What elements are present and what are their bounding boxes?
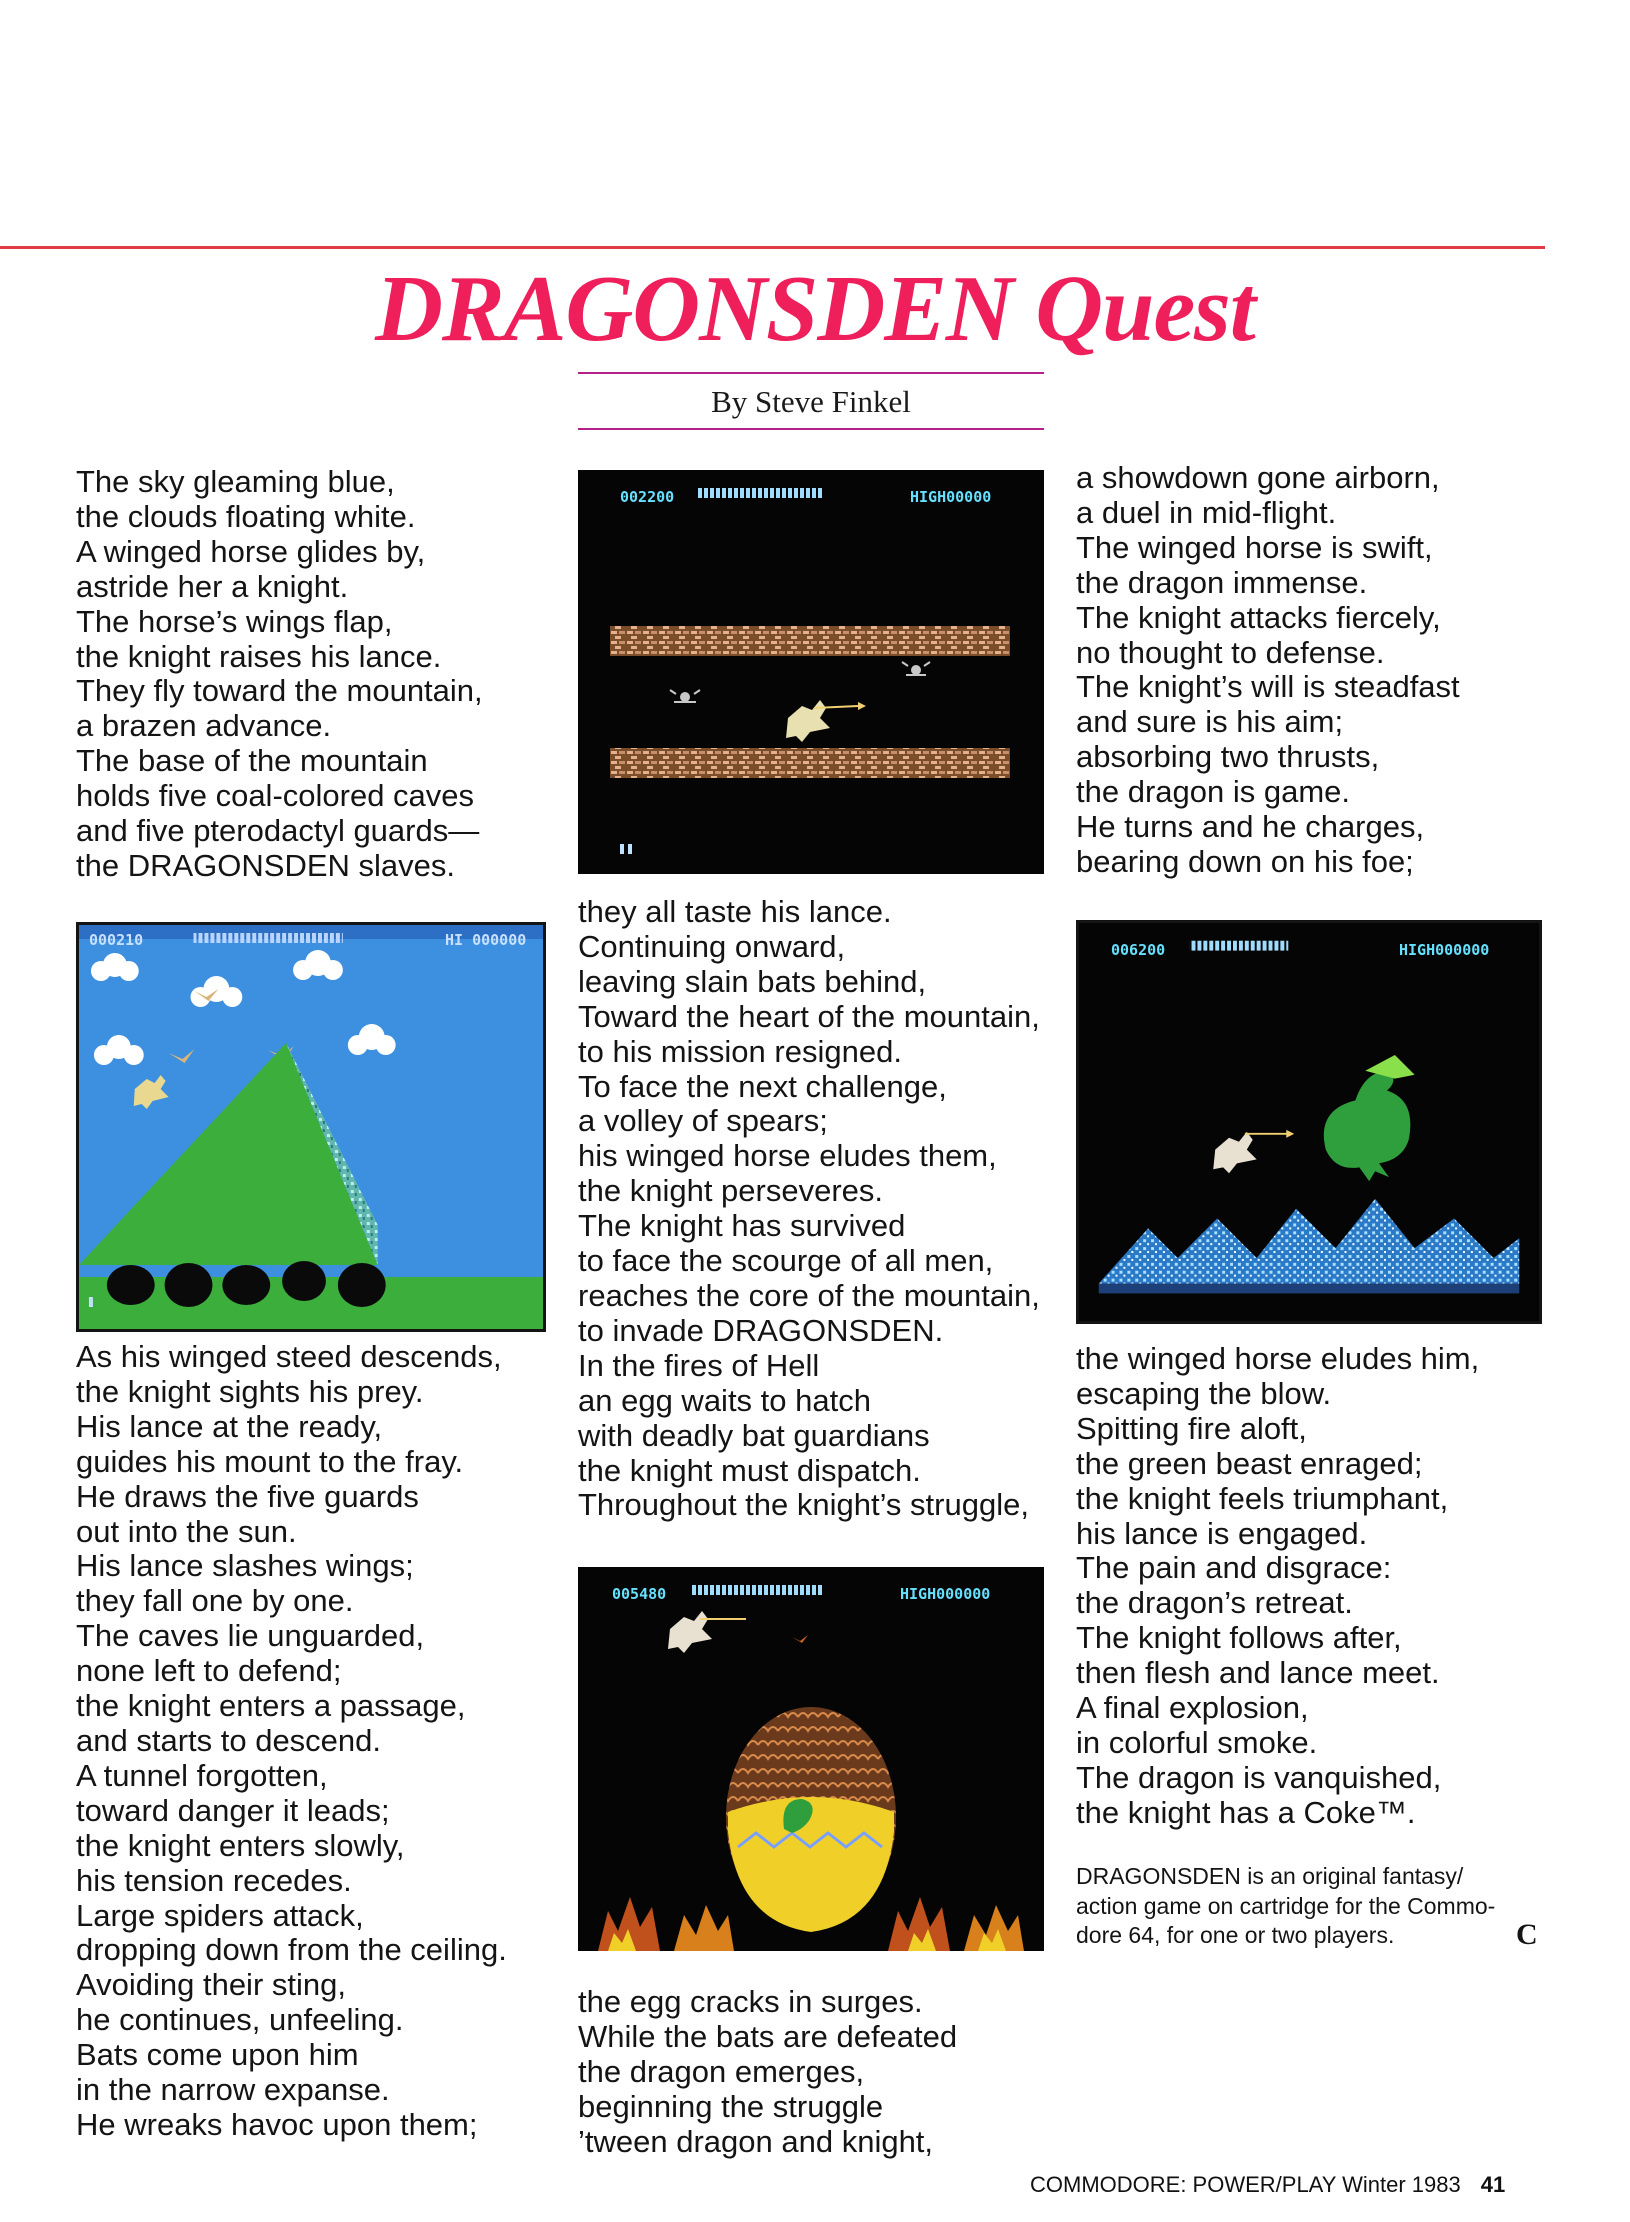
note-line: action game on cartridge for the Commo-	[1076, 1892, 1496, 1919]
poem-line: they all taste his lance.	[578, 894, 892, 929]
poem-line: the dragon immense.	[1076, 564, 1368, 600]
cave	[338, 1263, 386, 1307]
brick-bridge-upper	[610, 626, 1010, 656]
knight-on-horse	[786, 700, 866, 742]
poem-line: to his mission resigned.	[578, 1033, 902, 1069]
cloud	[94, 1035, 144, 1065]
poem-line: Continuing onward,	[578, 928, 846, 964]
poem-line: the knight enters a passage,	[76, 1688, 466, 1724]
poem-line: A tunnel forgotten,	[76, 1757, 328, 1793]
top-rule	[0, 246, 1545, 249]
poem-line: astride her a knight.	[76, 568, 349, 604]
cave	[222, 1265, 270, 1305]
poem-line: ’tween dragon and knight,	[578, 2123, 934, 2159]
poem-line: the knight feels triumphant,	[1076, 1480, 1449, 1516]
poem-line: He turns and he charges,	[1076, 809, 1425, 845]
poem-line: and starts to descend.	[76, 1722, 382, 1758]
poem-line: The caves lie unguarded,	[76, 1618, 425, 1654]
screenshot-egg	[578, 1567, 1044, 1951]
poem-line: A winged horse glides by,	[76, 533, 426, 569]
byline: By Steve Finkel	[711, 384, 911, 419]
poem-line: the dragon’s retreat.	[1076, 1585, 1353, 1621]
poem-line: beginning the struggle	[578, 2088, 884, 2124]
poem-line: a duel in mid-flight.	[1076, 494, 1337, 530]
icy-mountains	[1099, 1199, 1520, 1284]
poem-line: the DRAGONSDEN slaves.	[76, 847, 455, 883]
poem-line: In the fires of Hell	[578, 1347, 820, 1383]
spider-enemy	[670, 690, 700, 702]
knight-on-horse	[668, 1611, 746, 1653]
poem-line: a showdown gone airborn,	[1076, 460, 1440, 495]
pterodactyl	[169, 1049, 195, 1063]
lives-marker	[620, 844, 624, 854]
poem-column-2-middle	[578, 895, 1040, 1523]
byline-rule-top	[578, 372, 1044, 374]
cloud	[348, 1024, 396, 1055]
poem-line: the knight must dispatch.	[578, 1452, 921, 1488]
poem-line: The knight’s will is steadfast	[1076, 669, 1460, 705]
poem-line: His lance slashes wings;	[76, 1548, 414, 1584]
poem-line: in colorful smoke.	[1076, 1724, 1318, 1760]
score-readout: 005480	[612, 1585, 667, 1603]
poem-line: with deadly bat guardians	[578, 1417, 930, 1453]
poem-line: The knight follows after,	[1076, 1620, 1402, 1656]
poem-line: While the bats are defeated	[578, 2018, 958, 2054]
high-score-readout: HIGH000000	[1399, 941, 1490, 959]
poem-line: He draws the five guards	[76, 1478, 419, 1514]
poem-line: the knight perseveres.	[578, 1173, 884, 1209]
poem-line: The knight attacks fiercely,	[1076, 599, 1441, 635]
egg-scene	[578, 1567, 1044, 1951]
knight-on-horse	[1213, 1130, 1294, 1173]
poem-line: Avoiding their sting,	[76, 1967, 346, 2003]
dragon-egg-yolk	[728, 1797, 894, 1932]
poem-line: The sky gleaming blue,	[76, 464, 395, 499]
poem-line: to invade DRAGONSDEN.	[578, 1312, 944, 1348]
page-footer	[1030, 2172, 1505, 2198]
poem-column-1-top	[76, 465, 483, 884]
cloud	[293, 950, 343, 980]
poem-line: The pain and disgrace:	[1076, 1550, 1392, 1586]
poem-line: Bats come upon him	[76, 2037, 359, 2073]
magazine-name: COMMODORE: POWER/PLAY Winter 1983	[1030, 2172, 1461, 2197]
poem-column-3-bottom	[1076, 1342, 1479, 1831]
poem-line: the knight has a Coke™.	[1076, 1794, 1416, 1830]
bridges-scene	[578, 470, 1044, 874]
score-readout: 000210	[89, 931, 144, 949]
note-line: DRAGONSDEN is an original fantasy/	[1076, 1863, 1464, 1889]
poem-line: The base of the mountain	[76, 743, 428, 779]
poem-line: the knight raises his lance.	[76, 638, 442, 674]
poem-line: reaches the core of the mountain,	[578, 1277, 1040, 1313]
dragon-scene	[1079, 923, 1539, 1321]
poem-line: Large spiders attack,	[76, 1897, 364, 1933]
poem-line: and sure is his aim;	[1076, 704, 1344, 740]
poem-line: in the narrow expanse.	[76, 2072, 390, 2108]
poem-line: Toward the heart of the mountain,	[578, 998, 1040, 1034]
high-score-readout: HIGH000000	[900, 1585, 991, 1603]
poem-line: his lance is engaged.	[1076, 1515, 1368, 1551]
note-line: dore 64, for one or two players.	[1076, 1922, 1395, 1948]
poem-line: the dragon is game.	[1076, 774, 1351, 810]
green-dragon	[1324, 1055, 1415, 1181]
poem-line: a brazen advance.	[76, 708, 332, 744]
poem-line: holds five coal-colored caves	[76, 778, 475, 814]
page-number: 41	[1480, 2172, 1506, 2197]
poem-line: escaping the blow.	[1076, 1375, 1332, 1411]
life-meter	[696, 488, 824, 498]
poem-column-1-bottom	[76, 1340, 507, 2143]
screenshot-dragon	[1076, 920, 1542, 1324]
commodore-logo: C	[1516, 1918, 1538, 1951]
screenshot-mountain	[76, 922, 546, 1332]
poem-line: no thought to defense.	[1076, 634, 1385, 670]
poem-line: out into the sun.	[76, 1513, 297, 1549]
poem-line: none left to defend;	[76, 1653, 342, 1689]
cave	[107, 1265, 155, 1305]
high-score-readout: HIGH00000	[910, 488, 992, 506]
poem-line: he continues, unfeeling.	[76, 2002, 404, 2038]
poem-line: The knight has survived	[578, 1208, 906, 1244]
poem-line: his tension recedes.	[76, 1862, 352, 1898]
poem-line: leaving slain bats behind,	[578, 963, 927, 999]
spider-enemy	[902, 662, 930, 675]
score-readout: 006200	[1111, 941, 1166, 959]
poem-line: the knight sights his prey.	[76, 1373, 424, 1409]
poem-line: The horse’s wings flap,	[76, 603, 393, 639]
poem-line: his winged horse eludes them,	[578, 1138, 997, 1174]
poem-line: a volley of spears;	[578, 1103, 828, 1139]
poem-line: guides his mount to the fray.	[76, 1443, 464, 1479]
screenshot-bridges	[578, 470, 1044, 874]
cloud	[91, 953, 139, 981]
brick-bridge-lower	[610, 748, 1010, 778]
poem-line: The dragon is vanquished,	[1076, 1759, 1442, 1795]
poem-line: As his winged steed descends,	[76, 1339, 502, 1374]
poem-line: and five pterodactyl guards—	[76, 813, 480, 849]
poem-line: an egg waits to hatch	[578, 1382, 871, 1418]
lives-marker	[628, 844, 632, 854]
poem-line: The winged horse is swift,	[1076, 529, 1433, 565]
poem-line: the knight enters slowly,	[76, 1827, 405, 1863]
knight-on-horse	[134, 1075, 169, 1109]
poem-line: the green beast enraged;	[1076, 1445, 1423, 1481]
poem-line: then flesh and lance meet.	[1076, 1655, 1440, 1691]
poem-line: toward danger it leads;	[76, 1792, 390, 1828]
life-meter	[1190, 941, 1289, 951]
poem-line: A final explosion,	[1076, 1690, 1309, 1726]
cave	[282, 1261, 326, 1301]
poem-line: the egg cracks in surges.	[578, 1984, 923, 2019]
score-readout: 002200	[620, 488, 675, 506]
poem-line: His lance at the ready,	[76, 1408, 383, 1444]
life-meter	[690, 1585, 822, 1595]
poem-line: To face the next challenge,	[578, 1068, 947, 1104]
poem-line: He wreaks havoc upon them;	[76, 2106, 478, 2142]
poem-line: Spitting fire aloft,	[1076, 1410, 1307, 1446]
cave	[165, 1263, 213, 1307]
poem-line: Throughout the knight’s struggle,	[578, 1487, 1029, 1523]
bat	[792, 1635, 808, 1643]
byline-rule-bottom	[578, 428, 1044, 430]
lives-marker	[89, 1297, 93, 1307]
high-score-readout: HI 000000	[445, 931, 527, 949]
poem-line: they fall one by one.	[76, 1583, 354, 1619]
poem-line: They fly toward the mountain,	[76, 673, 483, 709]
poem-column-2-bottom	[578, 1985, 957, 2160]
poem-line: dropping down from the ceiling.	[76, 1932, 507, 1968]
cloud	[191, 976, 243, 1007]
poem-line: the dragon emerges,	[578, 2053, 865, 2089]
life-meter	[194, 933, 343, 943]
poem-line: the clouds floating white.	[76, 498, 416, 534]
game-note	[1076, 1862, 1536, 1951]
poem-line: the winged horse eludes him,	[1076, 1341, 1480, 1376]
poem-line: absorbing two thrusts,	[1076, 739, 1380, 775]
poem-column-3-top	[1076, 461, 1460, 880]
mountain-scene	[79, 925, 543, 1329]
poem-line: bearing down on his foe;	[1076, 843, 1414, 879]
poem-line: to face the scourge of all men,	[578, 1243, 994, 1279]
article-title: DRAGONSDEN Quest	[375, 257, 1255, 361]
